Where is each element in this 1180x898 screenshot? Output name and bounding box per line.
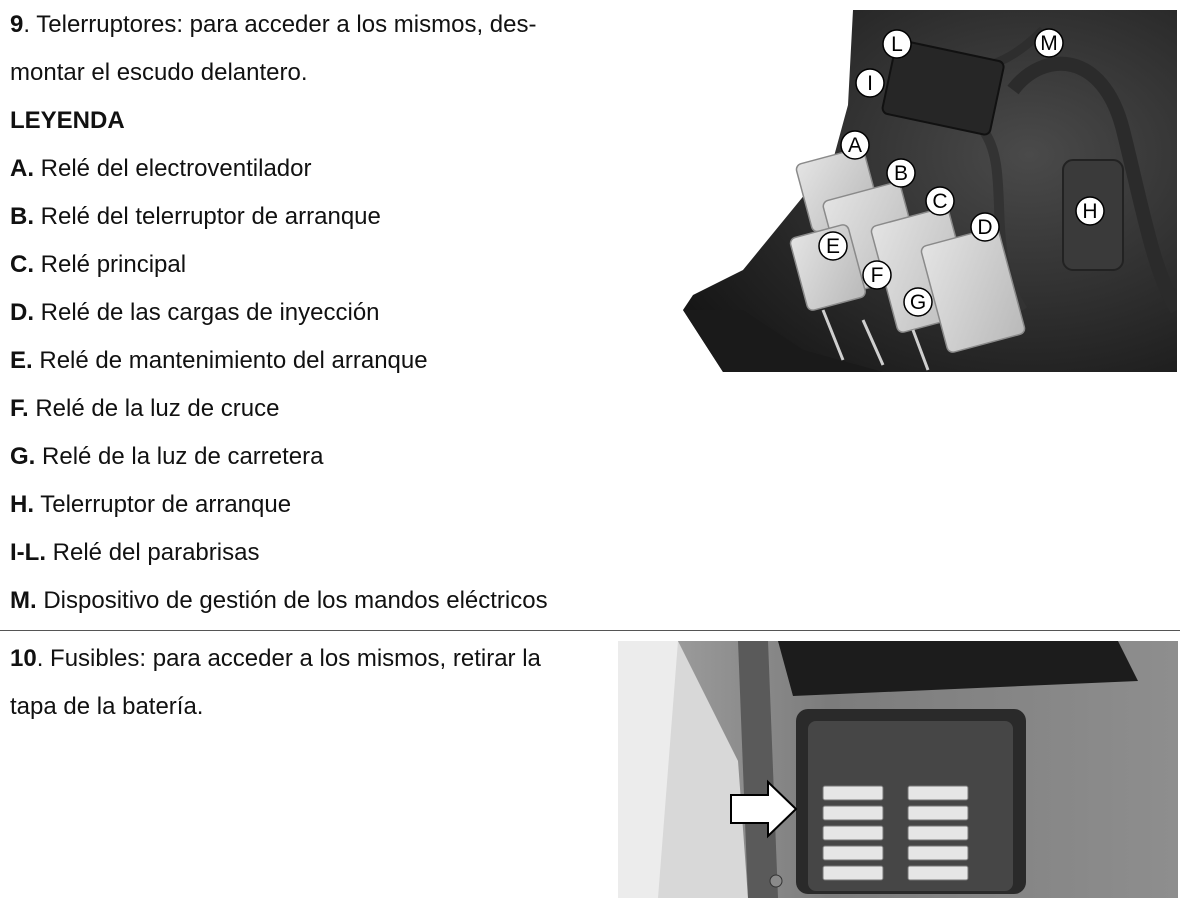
legend-text: Dispositivo de gestión de los mandos eléctricos [36,587,548,614]
callout-l: L [891,33,903,56]
legend-text: Telerruptor de arranque [34,491,292,518]
legend-text: Relé principal [34,251,187,278]
section-9-line-1 [10,11,536,39]
callout-h: H [1082,200,1098,223]
section-9-number: 9 [10,11,24,38]
legend-item-m [10,587,548,615]
legend-item-b [10,203,381,231]
fuse-box-photo-drawing [618,641,1178,898]
legend-item-a [10,155,312,183]
legend-text: Relé de mantenimiento del arranque [32,347,428,374]
legend-key: D. [10,299,34,326]
section-10-line-1 [10,645,541,673]
section-10-number: 10 [10,645,37,672]
legend-text: Relé de las cargas de inyección [34,299,380,326]
section-divider [0,630,1180,631]
legend-item-i-l [10,539,259,567]
legend-key: A. [10,155,34,182]
legend-item-f [10,395,279,423]
legend-title: LEYENDA [10,107,125,134]
callout-b: B [893,162,909,185]
legend-text: Relé del parabrisas [46,539,260,566]
legend-text: Relé de la luz de carretera [35,443,324,470]
legend-item-g [10,443,324,471]
section-10-text-1: . Fusibles: para acceder a los mismos, retirar la [36,645,541,672]
callout-g: G [909,291,927,314]
legend-item-c [10,251,186,279]
relays-photo-drawing [683,10,1177,372]
callout-d: D [977,216,993,239]
legend-key: E. [10,347,33,374]
relays-photo [683,10,1177,372]
legend-item-d [10,299,380,327]
legend-key: H. [10,491,34,518]
legend-key: M. [10,587,37,614]
legend-key: F. [10,395,29,422]
legend-key: I-L. [10,539,46,566]
callout-f: F [870,264,884,287]
callout-a: A [847,134,863,157]
legend-item-h [10,491,291,519]
legend-key: G. [10,443,36,470]
section-9-line-2: montar el escudo delantero. [10,59,308,86]
callout-i: I [867,72,873,95]
legend-item-e [10,347,428,375]
section-9-text-1: . Telerruptores: para acceder a los mismos, des- [23,11,537,38]
legend-key: B. [10,203,34,230]
callout-c: C [932,190,948,213]
legend-text: Relé del telerruptor de arranque [34,203,381,230]
section-10-line-2: tapa de la batería. [10,693,204,720]
legend-key: C. [10,251,34,278]
callout-e: E [825,235,841,258]
callout-m: M [1040,32,1058,55]
legend-text: Relé del electroventilador [34,155,312,182]
fuse-box-photo [618,641,1178,898]
legend-text: Relé de la luz de cruce [28,395,280,422]
